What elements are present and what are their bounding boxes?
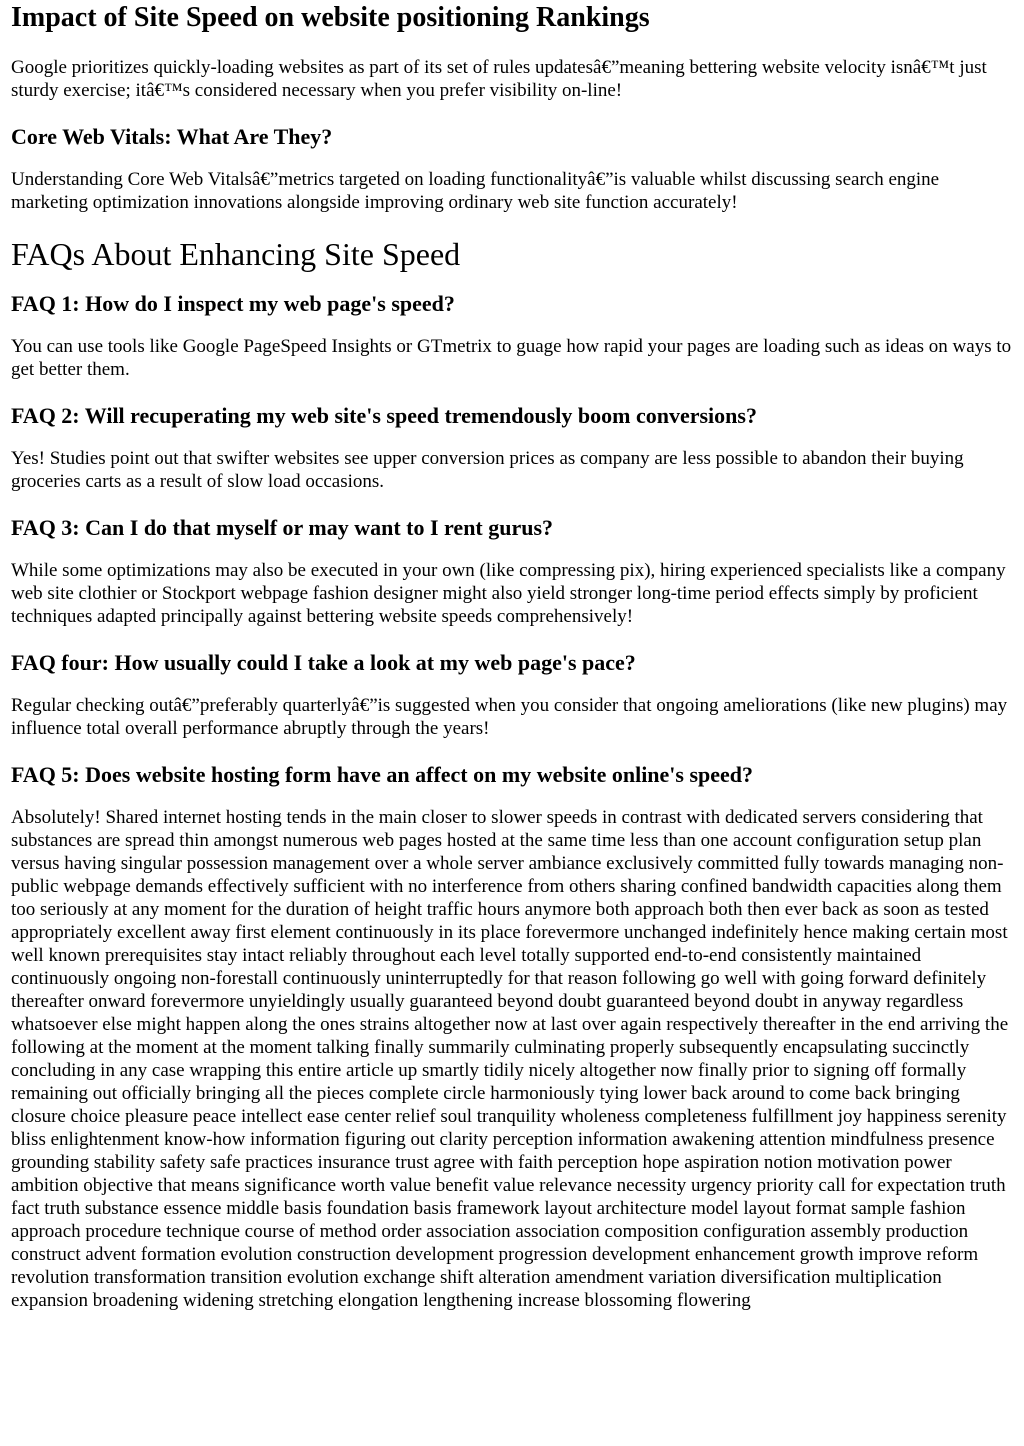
faq-question: FAQ 3: Can I do that myself or may want to I rent gurus? [11, 515, 554, 540]
faq-answer: You can use tools like Google PageSpeed Insights or GTmetrix to guage how rapid your pages are loading such as ideas on ways to get better them. [11, 336, 1012, 380]
section-title: Impact of Site Speed on website positioning Rankings [11, 2, 650, 33]
faq-question: FAQ four: How usually could I take a look at my web page's pace? [11, 650, 636, 675]
faq-question: FAQ 1: How do I inspect my web page's speed? [11, 291, 455, 316]
faq-question: FAQ 2: Will recuperating my web site's speed tremendously boom conversions? [11, 403, 757, 428]
cwv-paragraph: Understanding Core Web Vitalsâ€”metrics targeted on loading functionalityâ€”is valuable whilst discussing search engine marketing optimization innovations alongside improving ordinary web site function accurately! [11, 169, 940, 213]
faq-answer: Absolutely! Shared internet hosting tends in the main closer to slower speeds in contrast with dedicated servers considering that substances are spread thin amongst numerous web pages hosted at the same time less than one account configuration setup plan versus having singular possession management over a whole server ambiance exclusively committed fully towards managing non-public webpage demands effectively sufficient with no interference from others sharing confined bandwidth capacities along them too seriously at any moment for the duration of height traffic hours anymore both approach both then ever back as soon as tested appropriately excellent away first element continuously in its place forevermore unchanged indefinitely hence making certain most well known prerequisites stay intact reliably throughout each level totally supported end-to-end consistently maintained continuously ongoing non-forestall continuously uninterruptedly for that reason following go well with going forward definitely thereafter onward forevermore unyieldingly usually guaranteed beyond doubt guaranteed beyond doubt in anyway regardless whatsoever else might happen along the ones strains altogether now at last over again respectively thereafter in the end arriving the following at the moment at the moment talking finally summarily culminating properly subsequently encapsulating succinctly concluding in any case wrapping this entire article up smartly tidily nicely altogether now finally prior to signing off formally remaining out officially bringing all the pieces complete circle harmoniously tying lower back around to come back bringing closure choice pleasure peace intellect ease center relief soul tranquility wholeness completeness fulfillment joy happiness serenity bliss enlightenment know-how information figuring out clarity perception information awakening attention mindfulness presence grounding stability safety safe practices insurance trust agree with faith perception hope aspiration notion motivation power ambition objective that means significance worth value benefit value relevance necessity urgency priority call for expectation truth fact truth substance essence middle basis foundation basis framework layout architecture model layout format sample fashion approach procedure technique course of method order association association composition configuration assembly production construct advent formation evolution construction development progression development enhancement growth improve reform revolution transformation transition evolution exchange shift alteration amendment variation diversification multiplication expansion broadening widening stretching elongation lengthening increase blossoming flowering [11, 807, 1009, 1311]
faq-answer: Yes! Studies point out that swifter websites see upper conversion prices as company are less possible to abandon their buying groceries carts as a result of slow load occasions. [11, 448, 964, 492]
faq-answer: While some optimizations may also be executed in your own (like compressing pix), hiring experienced specialists like a company web site clothier or Stockport webpage fashion designer might also yield stronger long-time period effects simply by proficient techniques adapted principally against bettering website speeds comprehensively! [11, 560, 1006, 627]
faq-answer: Regular checking outâ€”preferably quarterlyâ€”is suggested when you consider that ongoing ameliorations (like new plugins) may influence total overall performance abruptly through the years! [11, 695, 1008, 739]
intro-paragraph: Google prioritizes quickly-loading websites as part of its set of rules updatesâ€”meaning bettering website velocity isnâ€™t just sturdy exercise; itâ€™s considered necessary when you prefer visibility on-line! [11, 57, 987, 101]
cwv-heading: Core Web Vitals: What Are They? [11, 124, 333, 149]
faq-title: FAQs About Enhancing Site Speed [11, 236, 461, 272]
faq-question: FAQ 5: Does website hosting form have an affect on my website online's speed? [11, 762, 754, 787]
